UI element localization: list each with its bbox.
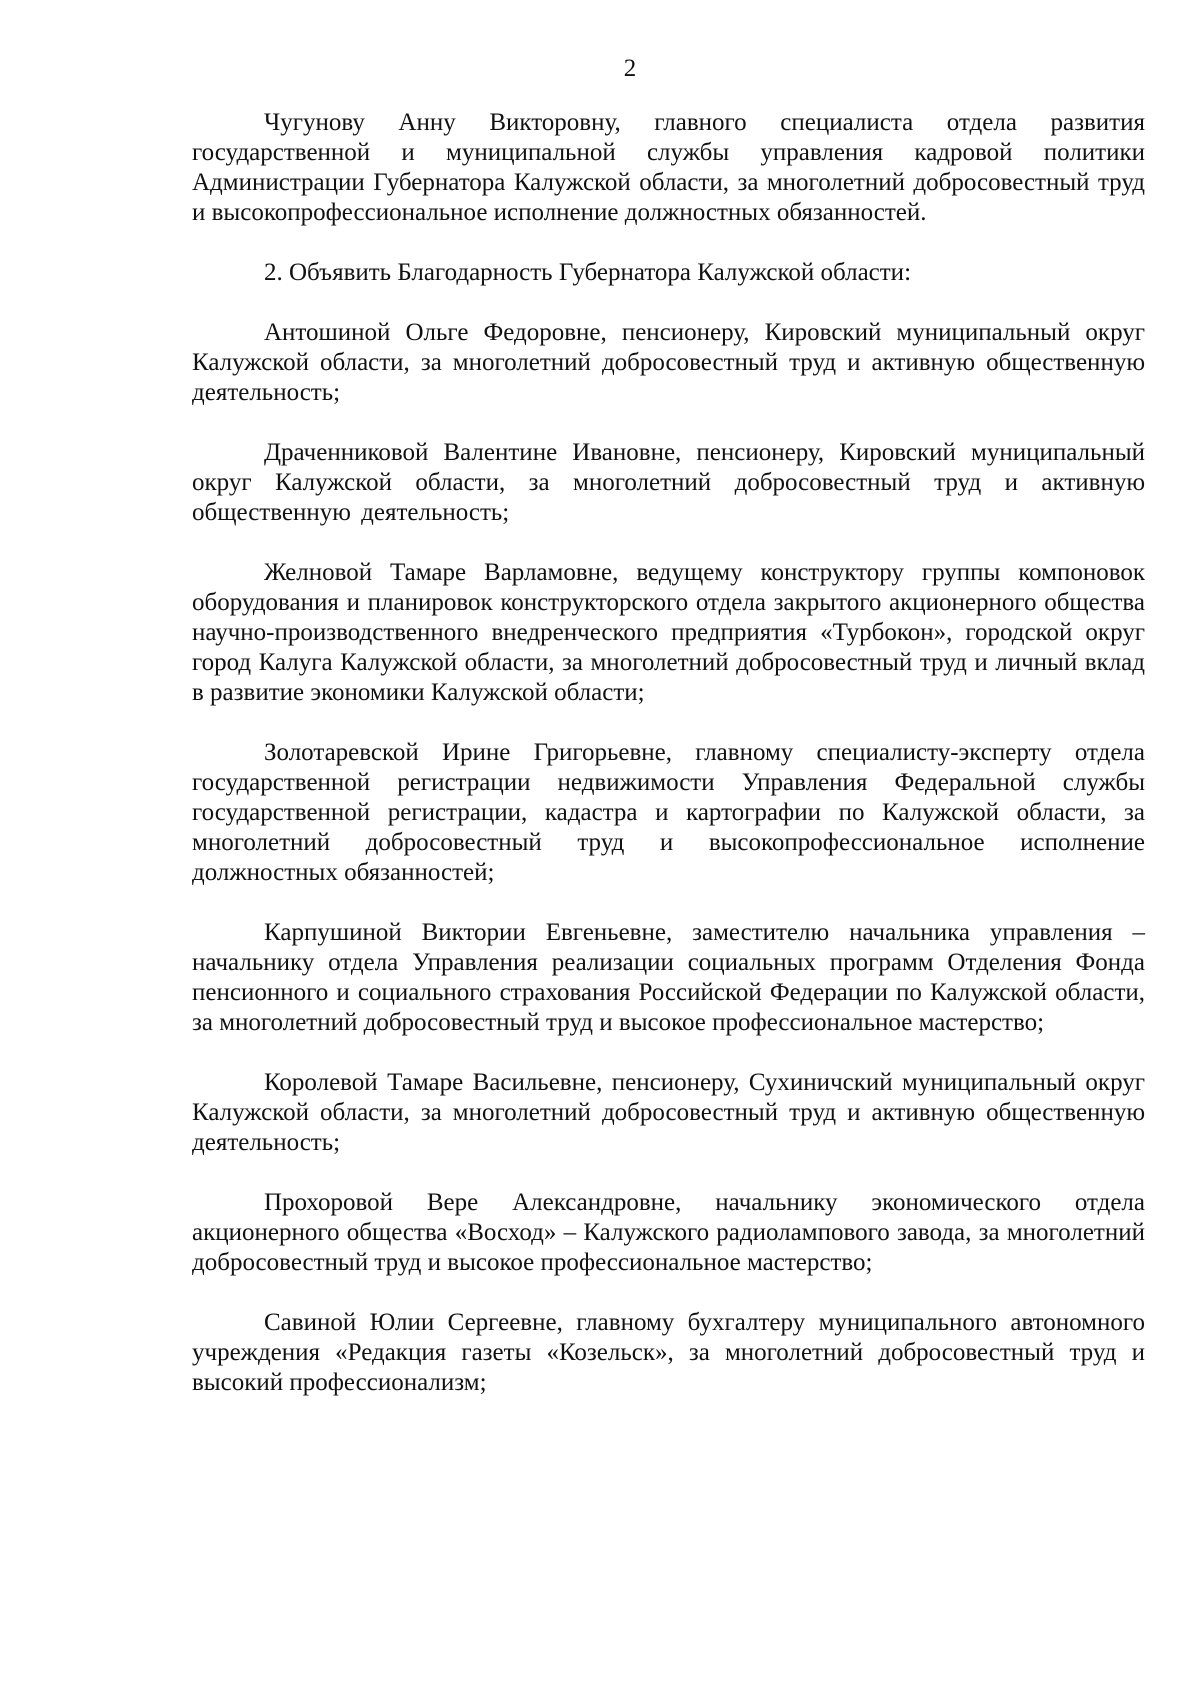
paragraph-koroleva: Королевой Тамаре Васильевне, пенсионеру, Сухиничский муниципальный округ Калужской области, за многолетний добросовестный труд и активную общественную деятельность; <box>192 1069 1145 1156</box>
paragraph-karpushina: Карпушиной Виктории Евгеньевне, заместителю начальника управления – начальнику отдела Управления реализации социальных программ Отделения Фонда пенсионного и социального страхования Российской Федерации по Калужской области, за многолетний добросовестный труд и высокое профессиональное мастерство; <box>192 919 1145 1036</box>
paragraph-zhelnova: Желновой Тамаре Варламовне, ведущему конструктору группы компоновок оборудования и планировок конструкторского отдела закрытого акционерного общества научно-производственного внедренческого предприятия «Турбокон», городской округ город Калуга Калужской области, за многолетний добросовестный труд и личный вклад в развитие экономики Калужской области; <box>192 559 1145 706</box>
paragraph-award-chugunova: Чугунову Анну Викторовну, главного специалиста отдела развития государственной и муниципальной службы управления кадровой политики Администрации Губернатора Калужской области, за многолетний добросовестный труд и высокопрофессиональное исполнение должностных обязанностей. <box>192 109 1145 226</box>
document-body <box>192 108 1145 1428</box>
paragraph-drachennikova: Драченниковой Валентине Ивановне, пенсионеру, Кировский муниципальный округ Калужской области, за многолетний добросовестный труд и активную общественную деятельность; <box>192 439 1145 526</box>
paragraph-zolotarevskaya: Золотаревской Ирине Григорьевне, главному специалисту-эксперту отдела государственной регистрации недвижимости Управления Федеральной службы государственной регистрации, кадастра и картографии по Калужской области, за многолетний добросовестный труд и высокопрофессиональное исполнение должностных обязанностей; <box>192 739 1145 886</box>
paragraph-section-2-heading: 2. Объявить Благодарность Губернатора Калужской области: <box>264 259 912 286</box>
paragraph-savina: Савиной Юлии Сергеевне, главному бухгалтеру муниципального автономного учреждения «Редакция газеты «Козельск», за многолетний добросовестный труд и высокий профессионализм; <box>192 1309 1145 1396</box>
page-number: 2 <box>623 55 637 82</box>
paragraph-prokhorova: Прохоровой Вере Александровне, начальнику экономического отдела акционерного общества «Восход» – Калужского радиолампового завода, за многолетний добросовестный труд и высокое профессиональное мастерство; <box>192 1189 1145 1276</box>
paragraph-antoshina: Антошиной Ольге Федоровне, пенсионеру, Кировский муниципальный округ Калужской области, за многолетний добросовестный труд и активную общественную деятельность; <box>192 319 1145 406</box>
